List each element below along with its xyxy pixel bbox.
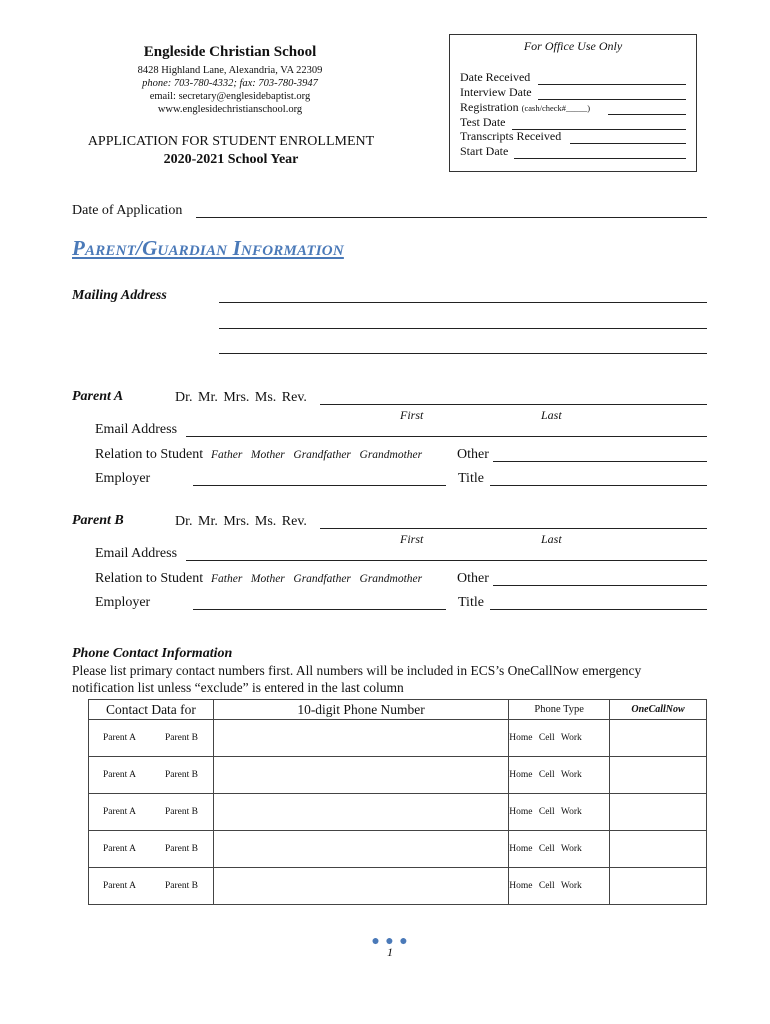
parent-a-employer-label: Employer <box>95 471 151 486</box>
school-name: Engleside Christian School <box>143 44 317 60</box>
date-of-application-field[interactable] <box>196 217 707 218</box>
parent-b-email-label: Email Address <box>95 546 178 561</box>
school-address: 8428 Highland Lane, Alexandria, VA 22309 <box>137 65 323 76</box>
table-row <box>89 831 707 868</box>
parent-b-option[interactable]: Parent B <box>165 844 198 854</box>
table-row <box>89 794 707 831</box>
phone-type-cell[interactable]: Home Cell Work <box>509 720 610 757</box>
parent-b-relation-options[interactable]: Father Mother Grandfather Grandmother <box>211 573 423 585</box>
parent-a-option[interactable]: Parent A <box>103 881 136 891</box>
parent-a-email-label: Email Address <box>95 422 178 437</box>
parent-b-first-caption: First <box>400 532 424 546</box>
office-use-title: For Office Use Only <box>523 39 623 53</box>
parent-a-first-caption: First <box>400 408 424 422</box>
onecallnow-cell[interactable] <box>610 757 707 794</box>
mailing-address-line-2[interactable] <box>219 328 707 329</box>
parent-a-relation-label: Relation to Student <box>95 447 204 462</box>
parent-a-title-field[interactable] <box>490 485 707 486</box>
phone-instructions-line-2: notification list unless “exclude” is entered in the last column <box>72 680 404 695</box>
phone-type-cell[interactable]: Home Cell Work <box>509 794 610 831</box>
parent-a-option[interactable]: Parent A <box>103 807 136 817</box>
phone-number-cell[interactable] <box>213 720 508 757</box>
date-of-application-label: Date of Application <box>72 203 183 218</box>
transcripts-label: Transcripts Received <box>460 129 562 143</box>
table-header-row <box>89 700 707 720</box>
parent-b-other-label: Other <box>457 571 489 586</box>
contact-cell[interactable] <box>89 831 214 868</box>
application-title: APPLICATION FOR STUDENT ENROLLMENT <box>87 134 375 149</box>
contact-cell[interactable] <box>89 868 214 905</box>
onecallnow-cell[interactable] <box>610 868 707 905</box>
office-use-box <box>449 34 697 172</box>
parent-a-employer-field[interactable] <box>193 485 446 486</box>
onecallnow-cell[interactable] <box>610 794 707 831</box>
mailing-address-line-1[interactable] <box>219 302 707 303</box>
parent-b-employer-label: Employer <box>95 595 151 610</box>
date-received-field[interactable] <box>538 84 686 85</box>
parent-a-title-label: Title <box>458 471 484 486</box>
parent-b-option[interactable]: Parent B <box>165 770 198 780</box>
parent-a-label: Parent A <box>72 389 124 404</box>
parent-b-other-field[interactable] <box>493 585 707 586</box>
contact-cell[interactable] <box>89 794 214 831</box>
col-header-onecallnow: OneCallNow <box>610 700 707 720</box>
page-number: 1 <box>387 945 393 959</box>
registration-note: (cash/check#_____) <box>521 103 591 113</box>
interview-date-label: Interview Date <box>460 85 532 99</box>
parent-a-name-field[interactable] <box>320 404 707 405</box>
registration-field[interactable] <box>608 114 686 115</box>
parent-b-name-field[interactable] <box>320 528 707 529</box>
parent-b-option[interactable]: Parent B <box>165 807 198 817</box>
onecallnow-cell[interactable] <box>610 831 707 868</box>
transcripts-field[interactable] <box>570 143 686 144</box>
phone-number-cell[interactable] <box>213 794 508 831</box>
col-header-contact: Contact Data for <box>89 700 214 720</box>
parent-a-option[interactable]: Parent A <box>103 733 136 743</box>
parent-a-last-caption: Last <box>541 408 562 422</box>
parent-a-relation-options[interactable]: Father Mother Grandfather Grandmother <box>211 449 423 461</box>
test-date-label: Test Date <box>460 115 506 129</box>
onecallnow-cell[interactable] <box>610 720 707 757</box>
parent-b-title-label: Title <box>458 595 484 610</box>
phone-type-cell[interactable]: Home Cell Work <box>509 757 610 794</box>
mailing-address-line-3[interactable] <box>219 353 707 354</box>
parent-b-titles: Dr. Mr. Mrs. Ms. Rev. <box>175 514 307 529</box>
parent-b-option[interactable]: Parent B <box>165 881 198 891</box>
school-email: email: secretary@englesidebaptist.org <box>149 91 311 102</box>
page-dots-icon: ● ● ● <box>371 934 409 949</box>
registration-text: Registration <box>460 100 519 114</box>
table-row <box>89 757 707 794</box>
school-year: 2020-2021 School Year <box>163 152 299 167</box>
date-received-label: Date Received <box>460 70 531 84</box>
start-date-label: Start Date <box>460 144 509 158</box>
parent-b-relation-label: Relation to Student <box>95 571 204 586</box>
phone-type-cell[interactable]: Home Cell Work <box>509 831 610 868</box>
parent-b-title-field[interactable] <box>490 609 707 610</box>
contact-cell[interactable] <box>89 720 214 757</box>
parent-b-employer-field[interactable] <box>193 609 446 610</box>
parent-a-other-label: Other <box>457 447 489 462</box>
table-row <box>89 720 707 757</box>
parent-a-other-field[interactable] <box>493 461 707 462</box>
phone-instructions-line-1: Please list primary contact numbers first. All numbers will be included in ECS’s OneCallNow emergency <box>72 663 642 678</box>
registration-label <box>460 100 590 115</box>
col-header-phone-number: 10-digit Phone Number <box>213 700 508 720</box>
school-website: www.englesidechristianschool.org <box>157 104 303 115</box>
start-date-field[interactable] <box>514 158 686 159</box>
phone-number-cell[interactable] <box>213 831 508 868</box>
phone-contact-table <box>88 699 707 905</box>
contact-cell[interactable] <box>89 757 214 794</box>
parent-guardian-heading: Parent/Guardian Information <box>72 236 344 260</box>
parent-b-option[interactable]: Parent B <box>165 733 198 743</box>
parent-b-last-caption: Last <box>541 532 562 546</box>
mailing-address-label: Mailing Address <box>72 288 167 303</box>
phone-number-cell[interactable] <box>213 868 508 905</box>
school-phone: phone: 703-780-4332; fax: 703-780-3947 <box>142 78 318 89</box>
phone-number-cell[interactable] <box>213 757 508 794</box>
phone-contact-heading: Phone Contact Information <box>72 646 233 661</box>
table-row <box>89 868 707 905</box>
parent-b-label: Parent B <box>72 513 124 528</box>
parent-a-option[interactable]: Parent A <box>103 770 136 780</box>
parent-a-option[interactable]: Parent A <box>103 844 136 854</box>
parent-a-email-field[interactable] <box>186 436 707 437</box>
parent-b-email-field[interactable] <box>186 560 707 561</box>
col-header-phone-type: Phone Type <box>509 700 610 720</box>
parent-a-titles: Dr. Mr. Mrs. Ms. Rev. <box>175 390 307 405</box>
phone-type-cell[interactable]: Home Cell Work <box>509 868 610 905</box>
